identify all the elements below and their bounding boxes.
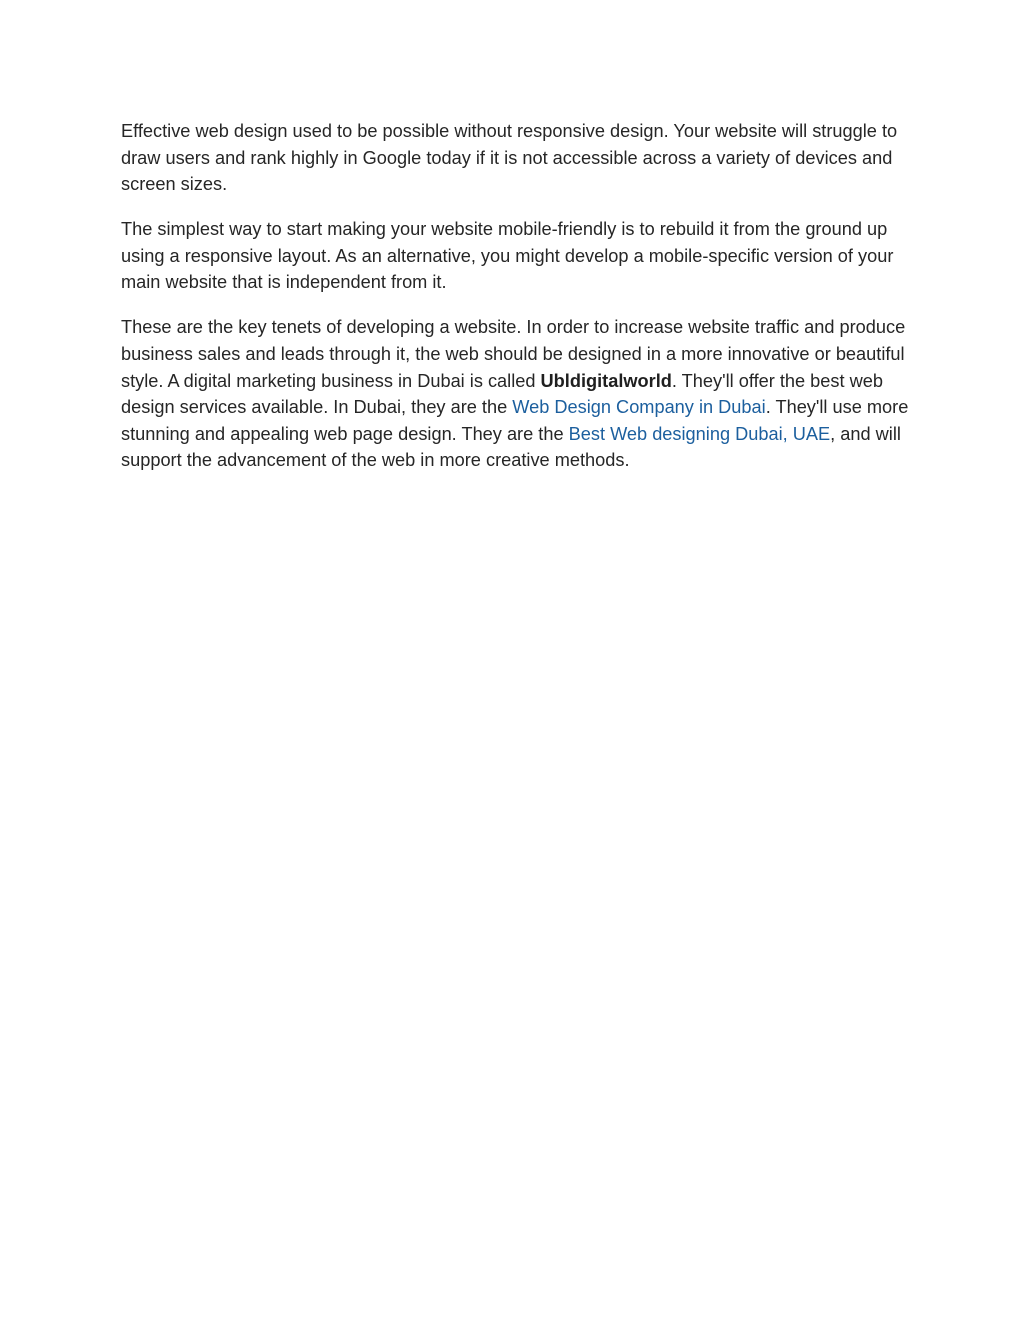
brand-name: Ubldigitalworld bbox=[540, 370, 672, 391]
paragraph-text: These are the key tenets of developing a website. In order to increase website traffic and produce business sales and leads through it, the web should be designed in a more innovative or beautiful style. A digital marketing business in Dubai is called bbox=[121, 317, 906, 391]
paragraph-key-tenets bbox=[121, 314, 911, 474]
paragraph-responsive-design: Effective web design used to be possible without responsive design. Your website will struggle to draw users and rank highly in Google today if it is not accessible across a variety of devices and screen sizes. bbox=[121, 121, 898, 195]
paragraph-text: . They'll offer the best web design services available. In Dubai, they are the bbox=[121, 370, 883, 418]
paragraph-text: , and will support the advancement of the web in more creative methods. bbox=[121, 423, 901, 471]
article-body bbox=[121, 118, 911, 492]
best-web-designing-link[interactable]: Best Web designing Dubai, UAE bbox=[568, 423, 831, 444]
paragraph-text: . They'll use more stunning and appealing web page design. They are the bbox=[121, 397, 909, 444]
web-design-company-link[interactable]: Web Design Company in Dubai bbox=[512, 397, 766, 418]
paragraph-mobile-friendly: The simplest way to start making your website mobile-friendly is to rebuild it from the ground up using a responsive layout. As an alternative, you might develop a mobile-specific version of your main website that is independent from it. bbox=[121, 219, 894, 293]
